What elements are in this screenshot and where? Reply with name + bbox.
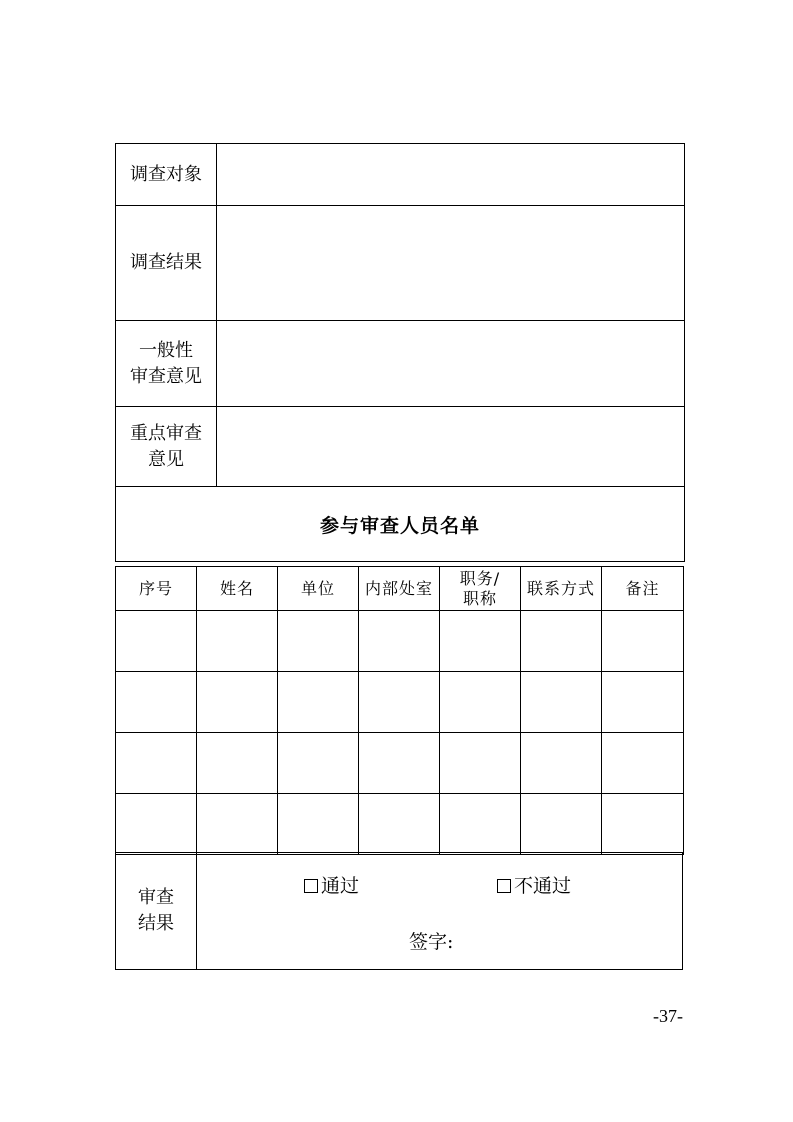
- table-cell[interactable]: [278, 733, 359, 794]
- label-survey-subject: 调查对象: [116, 144, 217, 206]
- table-cell[interactable]: [197, 611, 278, 672]
- table-cell[interactable]: [521, 794, 602, 855]
- fail-checkbox[interactable]: [497, 879, 511, 893]
- table-cell[interactable]: [116, 733, 197, 794]
- table-cell[interactable]: [278, 611, 359, 672]
- pass-option[interactable]: 通过: [304, 871, 359, 898]
- table-row: [116, 611, 684, 672]
- table-cell[interactable]: [278, 672, 359, 733]
- fail-option[interactable]: 不通过: [497, 871, 571, 898]
- form-row-subject: [116, 144, 685, 206]
- personnel-list-title: 参与审查人员名单: [116, 487, 685, 562]
- table-cell[interactable]: [359, 672, 440, 733]
- form-row-general-opinion: [116, 321, 685, 407]
- column-header-unit: 单位: [278, 567, 359, 611]
- review-result-table: [115, 852, 683, 970]
- table-cell[interactable]: [521, 733, 602, 794]
- table-cell[interactable]: [116, 672, 197, 733]
- table-row: [116, 733, 684, 794]
- table-cell[interactable]: [602, 672, 684, 733]
- review-result-body: [197, 853, 683, 970]
- table-cell[interactable]: [359, 794, 440, 855]
- table-cell[interactable]: [359, 611, 440, 672]
- table-cell[interactable]: [521, 672, 602, 733]
- pass-checkbox[interactable]: [304, 879, 318, 893]
- column-header-remarks: 备注: [602, 567, 684, 611]
- field-survey-subject[interactable]: [217, 144, 685, 206]
- table-cell[interactable]: [359, 733, 440, 794]
- table-row: [116, 794, 684, 855]
- review-form-table: [115, 143, 685, 562]
- column-header-department: 内部处室: [359, 567, 440, 611]
- column-header-contact: 联系方式: [521, 567, 602, 611]
- table-cell[interactable]: [440, 611, 521, 672]
- table-cell[interactable]: [116, 794, 197, 855]
- table-cell[interactable]: [602, 794, 684, 855]
- review-result-row: [116, 853, 683, 970]
- form-row-key-opinion: [116, 407, 685, 487]
- table-row: [116, 672, 684, 733]
- label-key-opinion: 重点审查 意见: [116, 407, 217, 487]
- table-cell[interactable]: [602, 733, 684, 794]
- column-header-index: 序号: [116, 567, 197, 611]
- label-review-result: 审查 结果: [116, 853, 197, 970]
- form-row-result: [116, 206, 685, 321]
- personnel-title-row: [116, 487, 685, 562]
- table-cell[interactable]: [602, 611, 684, 672]
- field-key-opinion[interactable]: [217, 407, 685, 487]
- personnel-header-row: [116, 567, 684, 611]
- table-cell[interactable]: [440, 794, 521, 855]
- label-general-opinion: 一般性 审查意见: [116, 321, 217, 407]
- table-cell[interactable]: [278, 794, 359, 855]
- signature-label: 签字:: [409, 931, 454, 953]
- field-general-opinion[interactable]: [217, 321, 685, 407]
- table-cell[interactable]: [197, 672, 278, 733]
- table-cell[interactable]: [197, 733, 278, 794]
- personnel-table: [115, 566, 684, 855]
- table-cell[interactable]: [440, 672, 521, 733]
- table-cell[interactable]: [197, 794, 278, 855]
- column-header-position: 职务/ 职称: [440, 567, 521, 611]
- field-survey-result[interactable]: [217, 206, 685, 321]
- label-survey-result: 调查结果: [116, 206, 217, 321]
- table-cell[interactable]: [440, 733, 521, 794]
- table-cell[interactable]: [521, 611, 602, 672]
- column-header-name: 姓名: [197, 567, 278, 611]
- page-number: -37-: [653, 1006, 683, 1026]
- table-cell[interactable]: [116, 611, 197, 672]
